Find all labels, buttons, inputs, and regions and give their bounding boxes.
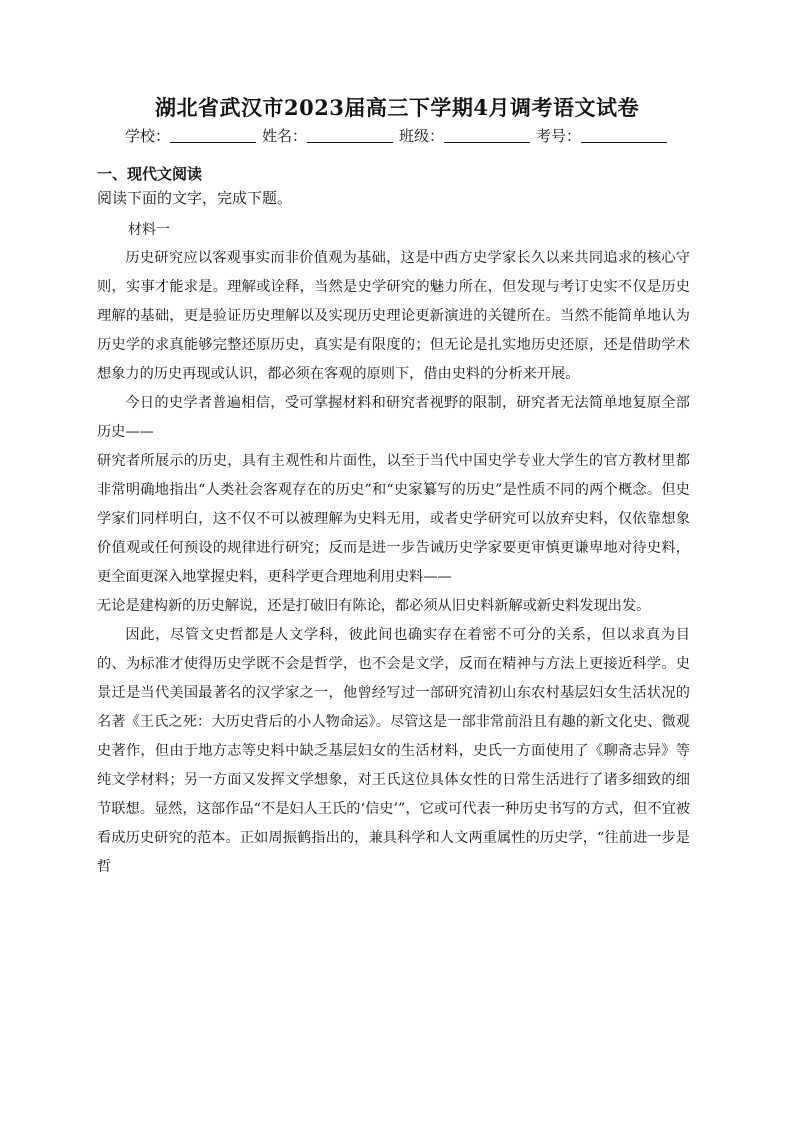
name-field <box>262 125 395 146</box>
school-field <box>125 125 258 146</box>
passage-paragraph-3: 研究者所展示的历史，具有主观性和片面性，以至于当代中国史学专业大学生的官方教材里都非常明确地指出“人类社会客观存在的历史”和“史家纂写的历史”是性质不同的两个概念。但史学家们同样明白，这不仅不可以被理解为史料无用，或者史学研究可以放弃史料，仅依靠想象价值观或任何预设的规律进行研究；反而是进一步告诫历史学家要更审慎更谦卑地对待史料，更全面更深入地掌握史料，更科学更合理地利用史料—— <box>97 453 690 585</box>
reading-passage <box>97 244 690 882</box>
school-blank[interactable] <box>170 142 256 143</box>
passage-paragraph-4: 无论是建构新的历史解说，还是打破旧有陈论，都必须从旧史料新解或新史料发现出发。 <box>97 598 651 614</box>
class-label: 班级： <box>399 127 445 145</box>
section-heading: 一、现代文阅读 <box>97 165 203 183</box>
exam-number-blank[interactable] <box>581 142 667 143</box>
class-blank[interactable] <box>444 142 530 143</box>
exam-number-field <box>536 125 669 146</box>
passage-paragraph-1: 历史研究应以客观事实而非价值观为基础，这是中西方史学家长久以来共同追求的核心守则，实事才能求是。理解或诠释，当然是史学研究的魅力所在，但发现与考订史实不仅是历史理解的基础，更是验证历史理解以及实现历史理论更新演进的关键所在。当然不能简单地认为历史学的求真能够完整还原历史，真实是有限度的；但无论是扎实地历史还原，还是借助学术想象力的历史再现或认识，都必须在客观的原则下，借由史料的分析来开展。 <box>97 250 690 382</box>
material-label: 材料一 <box>128 222 170 238</box>
section-instruction: 阅读下面的文字，完成下题。 <box>97 189 293 207</box>
student-info-line <box>0 125 794 146</box>
name-label: 姓名： <box>261 127 307 145</box>
class-field <box>399 125 532 146</box>
school-label: 学校： <box>124 127 170 145</box>
exam-number-label: 考号： <box>536 127 582 145</box>
passage-paragraph-5: 因此，尽管文史哲都是人文学科，彼此间也确实存在着密不可分的关系，但以求真为目的、为标准才使得历史学既不会是哲学，也不会是文学，反而在精神与方法上更接近科学。史景迁是当代美国最著名的汉学家之一，他曾经写过一部研究清初山东农村基层妇女生活状况的名著《王氏之死：大历史背后的小人物命运》。尽管这是一部非常前沿且有趣的新文化史、微观史著作，但由于地方志等史料中缺乏基层妇女的生活材料，史氏一方面使用了《聊斋志异》等纯文学材料；另一方面又发挥文学想象，对王氏这位具体女性的日常生活进行了诸多细致的细节联想。显然，这部作品“不是妇人王氏的‘信史’”，它或可代表一种历史书写的方式，但不宜被看成历史研究的范本。正如周振鹤指出的，兼具科学和人文两重属性的历史学，“往前进一步是哲 <box>97 627 690 875</box>
passage-paragraph-2: 今日的史学者普遍相信，受可掌握材料和研究者视野的限制，研究者无法简单地复原全部历史—— <box>97 395 690 440</box>
exam-title: 湖北省武汉市2023届高三下学期4月调考语文试卷 <box>154 95 640 120</box>
name-blank[interactable] <box>307 142 393 143</box>
